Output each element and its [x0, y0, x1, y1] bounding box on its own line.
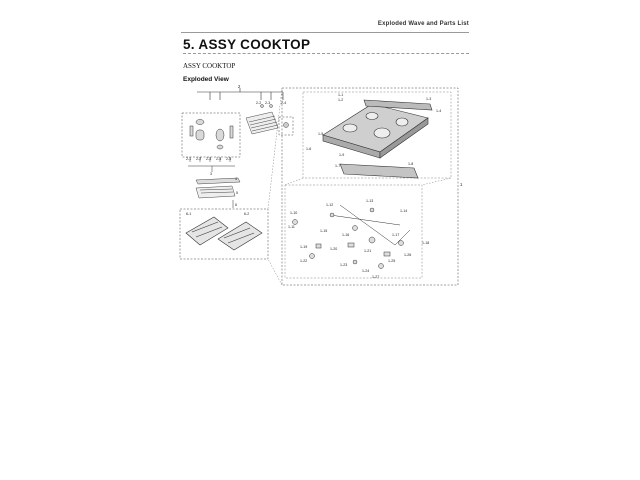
callout-6-1: 6-1 [186, 212, 192, 216]
svg-text:1-24: 1-24 [362, 269, 370, 273]
svg-text:1-3: 1-3 [426, 97, 432, 101]
callout-2-2: 2-2 [196, 157, 202, 161]
svg-text:1-15: 1-15 [320, 229, 328, 233]
svg-text:1-25: 1-25 [388, 259, 396, 263]
callout-rack-2-2: 2-2 [256, 101, 262, 105]
small-grate [196, 186, 235, 198]
burner-grates [186, 217, 262, 250]
svg-text:1-12: 1-12 [326, 203, 334, 207]
griddle-bar [196, 178, 240, 184]
svg-text:1-9: 1-9 [339, 153, 345, 157]
svg-text:1-21: 1-21 [364, 249, 372, 253]
svg-text:1-7: 1-7 [335, 164, 341, 168]
section-heading: Exploded View [183, 76, 229, 83]
svg-text:1-5: 1-5 [318, 132, 324, 136]
svg-text:1-6: 1-6 [306, 147, 312, 151]
svg-text:1-23: 1-23 [340, 263, 348, 267]
wire-rack [246, 112, 278, 134]
svg-text:1-13: 1-13 [366, 199, 374, 203]
burner-assembly-box [285, 185, 422, 278]
svg-text:1-22: 1-22 [300, 259, 308, 263]
subtitle: ASSY COOKTOP [183, 62, 236, 70]
page-title: 5. ASSY COOKTOP [183, 37, 311, 52]
callout-2: 2 [238, 84, 241, 89]
callout-2-1: 2-1 [186, 157, 192, 161]
callout-rack-2-4: 2-4 [281, 101, 287, 105]
callout-rack-2-3: 2-3 [265, 101, 271, 105]
svg-text:1-26: 1-26 [404, 253, 412, 257]
knob-parts [190, 120, 233, 150]
callout-4: 4 [235, 177, 237, 181]
svg-text:1-4: 1-4 [436, 109, 442, 113]
knob-group-bracket [197, 88, 283, 100]
callout-5: 5 [236, 191, 238, 195]
callout-2-3: 2-3 [206, 157, 212, 161]
callout-6-2: 6-2 [244, 212, 250, 216]
burner-labels [288, 199, 429, 279]
callout-3: 3 [210, 172, 212, 176]
svg-text:1-1: 1-1 [338, 93, 344, 97]
svg-text:1-10: 1-10 [290, 211, 298, 215]
callout-2-4: 2-4 [216, 157, 222, 161]
svg-text:1-17: 1-17 [392, 233, 400, 237]
callout-1: 1 [460, 182, 463, 187]
svg-text:1-20: 1-20 [330, 247, 338, 251]
svg-text:1-16: 1-16 [342, 233, 350, 237]
svg-text:1-11: 1-11 [288, 225, 295, 229]
svg-text:1-2: 1-2 [338, 98, 344, 102]
svg-text:1-14: 1-14 [400, 209, 408, 213]
svg-text:1-19: 1-19 [300, 245, 308, 249]
header-text: Exploded Wave and Parts List [377, 21, 469, 27]
callout-6: 6 [235, 203, 237, 207]
svg-text:1-8: 1-8 [408, 162, 414, 166]
svg-text:1-18: 1-18 [422, 241, 430, 245]
callout-2-5: 2-5 [226, 157, 232, 161]
svg-text:1-27: 1-27 [372, 275, 380, 279]
